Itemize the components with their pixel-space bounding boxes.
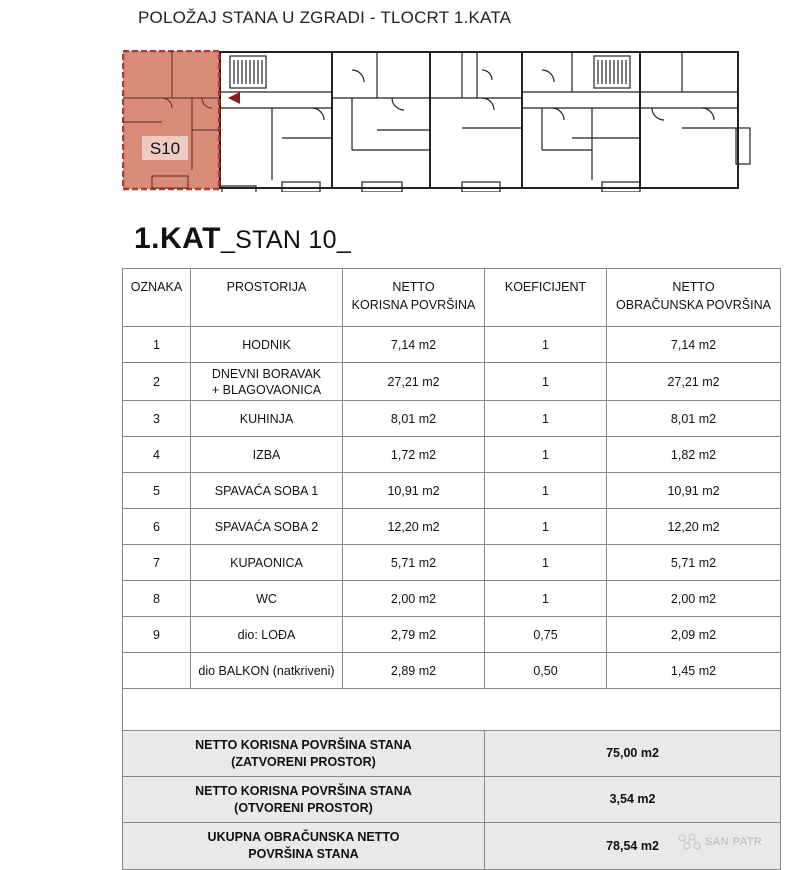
watermark-logo-icon [676, 832, 702, 852]
header-oznaka: OZNAKA [123, 269, 191, 327]
table-row: dio BALKON (natkriveni) 2,89 m2 0,50 1,45 m2 [123, 653, 781, 689]
entrance-marker-icon [228, 92, 240, 104]
table-spacer-row [123, 689, 781, 731]
summary-row-open: NETTO KORISNA POVRŠINA STANA (OTVORENI PROSTOR) 3,54 m2 [123, 777, 781, 823]
table-row: 7 KUPAONICA 5,71 m2 1 5,71 m2 [123, 545, 781, 581]
header-netto: NETTO KORISNA POVRŠINA [343, 269, 485, 327]
table-row: 1 HODNIK 7,14 m2 1 7,14 m2 [123, 327, 781, 363]
unit-label: S10 [149, 139, 181, 158]
table-row: 8 WC 2,00 m2 1 2,00 m2 [123, 581, 781, 617]
table-row: 3 KUHINJA 8,01 m2 1 8,01 m2 [123, 401, 781, 437]
table-header-row [123, 269, 781, 327]
floor-plan [122, 50, 758, 192]
summary-row-total: UKUPNA OBRAČUNSKA NETTO POVRŠINA STANA 78,54 m2 [123, 823, 781, 870]
apartment-label: _STAN 10_ [220, 226, 352, 254]
table-row: 4 IZBA 1,72 m2 1 1,82 m2 [123, 437, 781, 473]
table-row: 6 SPAVAĆA SOBA 2 12,20 m2 1 12,20 m2 [123, 509, 781, 545]
area-table [122, 268, 781, 870]
page-title: POLOŽAJ STANA U ZGRADI - TLOCRT 1.KATA [138, 8, 512, 27]
watermark: SAN PATR [676, 832, 762, 852]
summary-row-closed: NETTO KORISNA POVRŠINA STANA (ZATVORENI PROSTOR) 75,00 m2 [123, 731, 781, 777]
table-row: 2 DNEVNI BORAVAK + BLAGOVAONICA 27,21 m2 1 27,21 m2 [123, 363, 781, 401]
table-row: 9 dio: LOĐA 2,79 m2 0,75 2,09 m2 [123, 617, 781, 653]
table-row: 5 SPAVAĆA SOBA 1 10,91 m2 1 10,91 m2 [123, 473, 781, 509]
apartment-heading [134, 222, 351, 256]
header-koeficijent: KOEFICIJENT [485, 269, 607, 327]
floor-label: 1.KAT [134, 222, 221, 255]
header-prostorija: PROSTORIJA [191, 269, 343, 327]
header-obracunska: NETTO OBRAČUNSKA POVRŠINA [607, 269, 781, 327]
